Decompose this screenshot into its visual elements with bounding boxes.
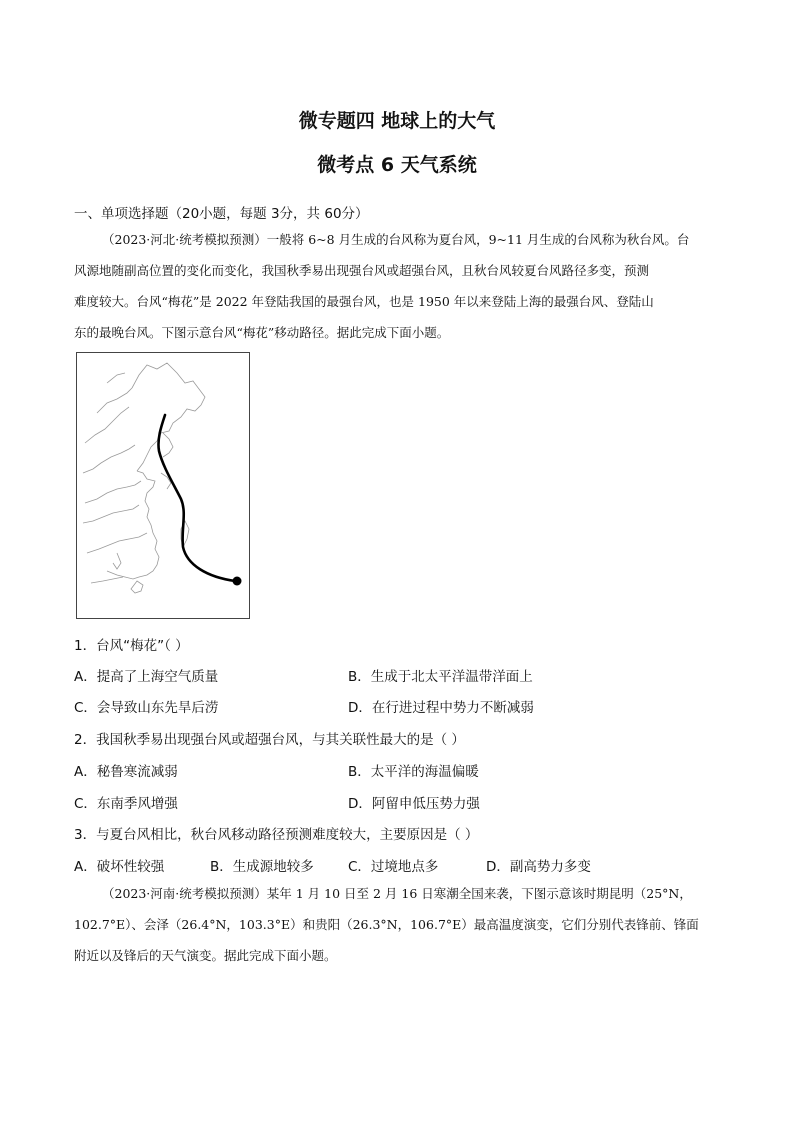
q1-option-d[interactable]: D．在行进过程中势力不断减弱 xyxy=(348,700,534,716)
passage-1-line: 难度较大。台风“梅花”是 2022 年登陆我国的最强台风，也是 1950 年以来登陆上海的最强台风、登陆山 xyxy=(74,294,654,309)
passage-1-line: 东的最晚台风。下图示意台风“梅花”移动路径。据此完成下面小题。 xyxy=(74,325,450,340)
map-drawing xyxy=(77,353,249,618)
page-subtitle: 微考点 6 天气系统 xyxy=(317,154,477,176)
q3-option-c[interactable]: C．过境地点多 xyxy=(348,859,439,875)
page-title: 微专题四 地球上的大气 xyxy=(298,110,496,132)
question-1-stem: 1．台风“梅花”（ ） xyxy=(74,638,189,654)
q3-option-a[interactable]: A．破坏性较强 xyxy=(74,859,165,875)
q3-option-d[interactable]: D．副高势力多变 xyxy=(486,859,591,875)
q1-option-a[interactable]: A．提高了上海空气质量 xyxy=(74,669,219,685)
passage-1 xyxy=(74,224,722,348)
typhoon-track-map xyxy=(76,352,250,619)
passage-2 xyxy=(74,878,722,971)
q2-option-c[interactable]: C．东南季风增强 xyxy=(74,796,178,812)
q2-option-d[interactable]: D．阿留申低压势力强 xyxy=(348,796,480,812)
q3-option-b[interactable]: B．生成源地较多 xyxy=(210,859,314,875)
passage-2-line: 102.7°E）、会泽（26.4°N，103.3°E）和贵阳（26.3°N，106.7°E）最高温度演变，它们分别代表锋前、锋面 xyxy=(74,917,699,932)
q1-option-c[interactable]: C．会导致山东先旱后涝 xyxy=(74,700,219,716)
question-3-stem: 3．与夏台风相比，秋台风移动路径预测难度较大，主要原因是（ ） xyxy=(74,827,479,843)
passage-2-line: 附近以及锋后的天气演变。据此完成下面小题。 xyxy=(74,948,337,963)
passage-1-line: 风源地随副高位置的变化而变化，我国秋季易出现强台风或超强台风，且秋台风较夏台风路径多变，预测 xyxy=(74,263,650,278)
passage-2-line: （2023·河南·统考模拟预测）某年 1 月 10 日至 2 月 16 日寒潮全国来袭，下图示意该时期昆明（25°N， xyxy=(102,886,692,901)
q2-option-a[interactable]: A．秘鲁寒流减弱 xyxy=(74,764,178,780)
question-2-stem: 2．我国秋季易出现强台风或超强台风，与其关联性最大的是（ ） xyxy=(74,732,465,748)
q2-option-b[interactable]: B．太平洋的海温偏暖 xyxy=(348,764,479,780)
typhoon-origin-point xyxy=(233,577,242,586)
q1-option-b[interactable]: B．生成于北太平洋温带洋面上 xyxy=(348,669,533,685)
passage-1-line: （2023·河北·统考模拟预测）一般将 6~8 月生成的台风称为夏台风，9~11 月生成的台风称为秋台风。台 xyxy=(102,232,690,247)
section-heading: 一、单项选择题（20小题，每题 3分，共 60分） xyxy=(74,206,369,222)
typhoon-track-path xyxy=(158,415,235,581)
